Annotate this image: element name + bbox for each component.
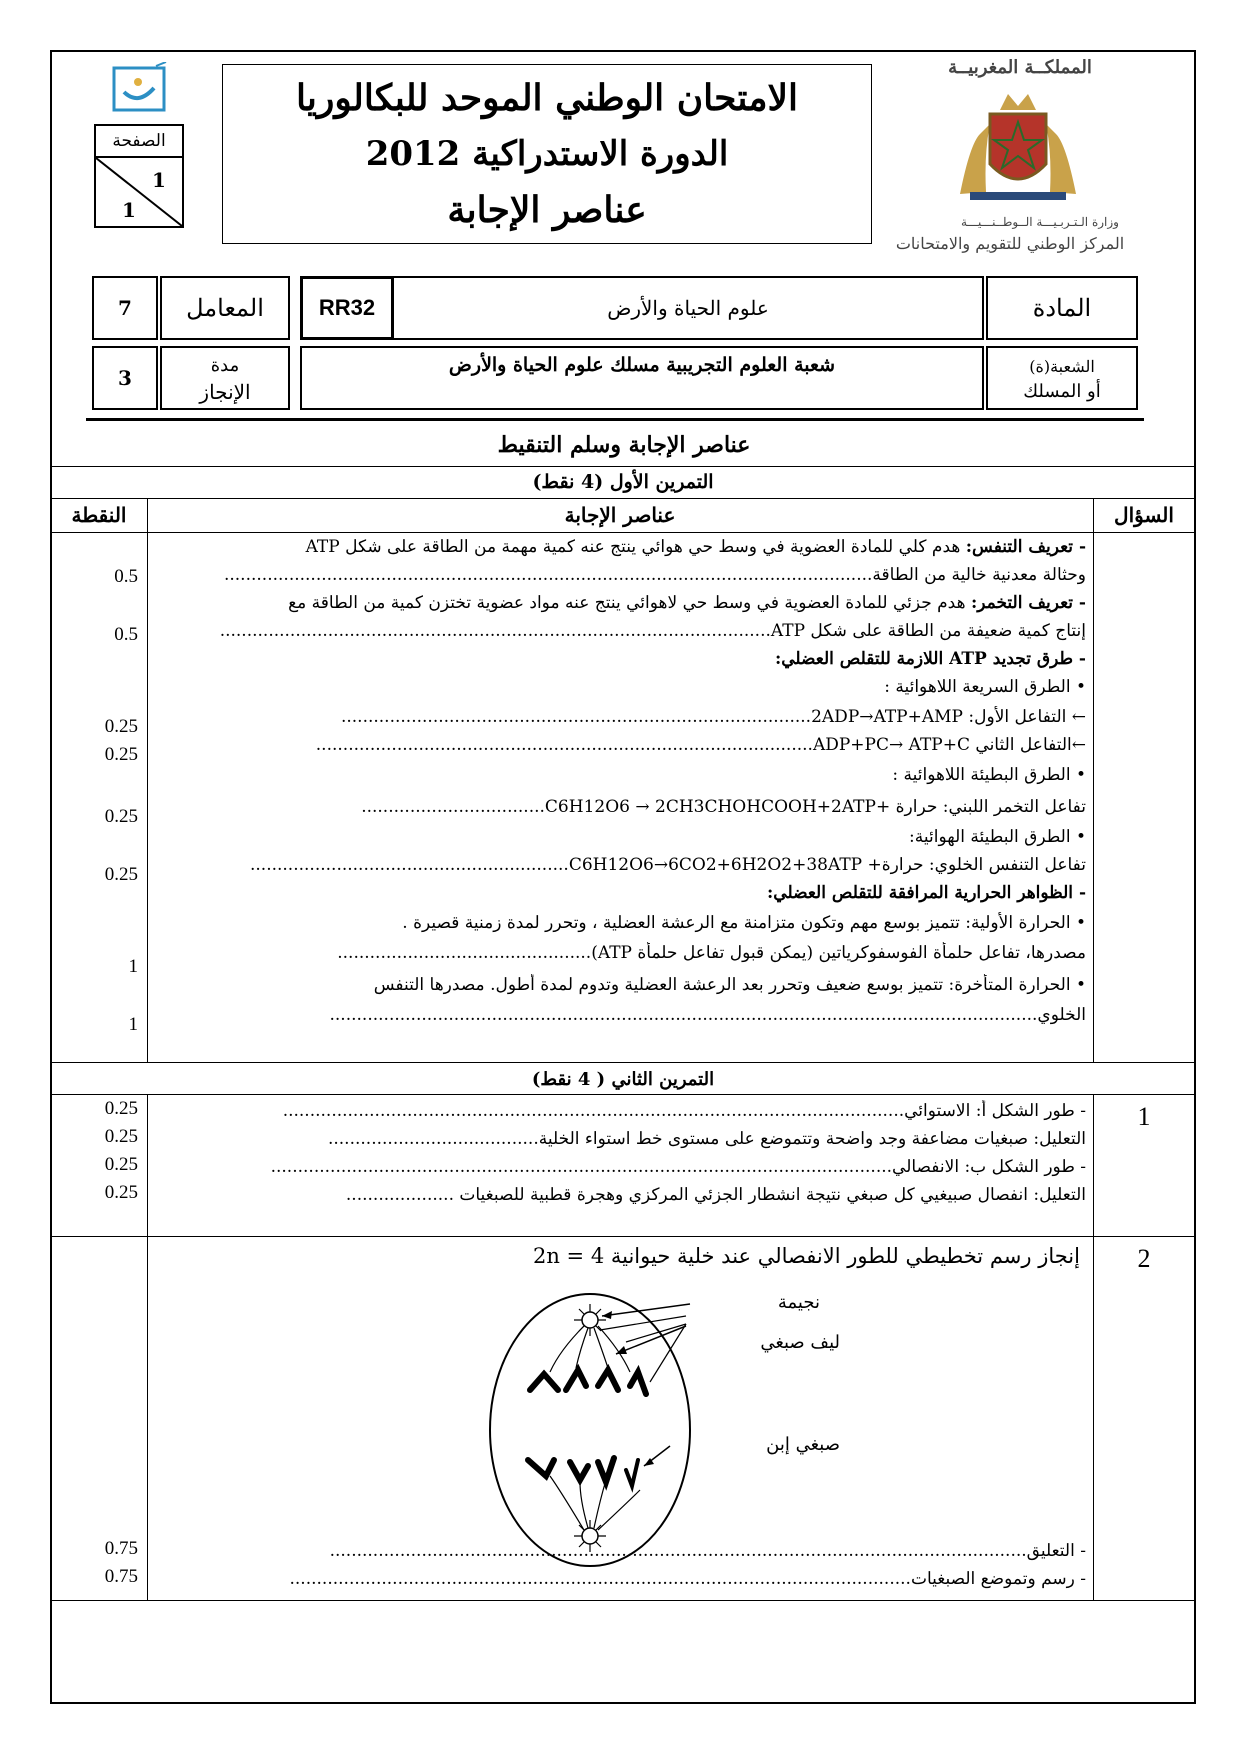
info-divider [86,418,1144,421]
kingdom-label: المملكــة المغربيــة [948,56,1092,78]
ex2-q1-line: التعليل: صبغيات مضاعفة وجد واضحة وتتموضع على مستوى خط استواء الخلية....................................... [327,1129,1086,1149]
ex1-line: - تعريف التنفس: هدم كلي للمادة العضوية في وسط حي هوائي ينتج عنه كمية مهمة من الطاقة على شكل ATP [305,537,1086,557]
subject-label: المادة [986,276,1138,340]
point-value: 0.75 [104,1538,138,1559]
point-value: 0.25 [104,1126,138,1147]
page-current: 1 [152,168,166,192]
ex1-line: • الطرق البطيئة الهوائية: [909,827,1086,847]
page-total: 1 [122,198,136,222]
ex1-line: • الحرارة الأولية: تتميز بوسع مهم وتكون متزامنة مع الرعشة العضلية ، وتحرر لمدة زمنية قصيرة . [402,913,1086,933]
branch-value: شعبة العلوم التجريبية مسلك علوم الحياة والأرض [448,354,836,376]
point-value: 0.5 [114,624,138,645]
point-value: 0.25 [104,864,138,885]
point-value: 0.25 [104,1154,138,1175]
ex1-line: • الطرق البطيئة اللاهوائية : [892,765,1086,785]
ex2-q1-line: - طور الشكل أ: الاستوائي................................................................................................................... [282,1101,1086,1121]
point-value: 0.25 [104,1098,138,1119]
page-label: الصفحة [96,126,182,158]
ex1-answers [152,534,1086,1060]
ex2-q2-answers [152,1538,1086,1598]
ex2-q2-line: - التعليق................................................................................................................................. [329,1541,1086,1561]
ex1-line: تفاعل التنفس الخلوي: حرارة+ C6H12O6→6CO2+6H2O2+38ATP........................................................... [249,855,1086,875]
ex1-line: مصدرها، تفاعل حلمأة الفوسفوكرياتين (يمكن قبول تفاعل حلمأة ATP)............................................... [337,943,1086,963]
ex1-line: ← التفاعل الأول: 2ADP→ATP+AMP....................................................................................... [340,707,1086,727]
branch-label: الشعبة(ة) أو المسلك [986,346,1138,410]
session-title: الدورة الاستدراكية 2012 [365,134,729,174]
subject-code: RR32 [300,276,394,340]
center-logo-icon [110,62,172,114]
ex1-line: - طرق تجديد ATP اللازمة للتقلص العضلي: [774,649,1086,669]
ex1-line: إنتاج كمية ضعيفة من الطاقة على شكل ATP...................................................................................................... [219,621,1086,641]
answers-title: عناصر الإجابة [447,189,647,231]
point-value: 1 [128,956,138,977]
ex2-q1-line: التعليل: انفصال صبيغيي كل صبغي نتيجة انشطار الجزئي المركزي وهجرة قطبية للصبغيات .................... [345,1185,1086,1205]
ex2-title: التمرين الثاني ( 4 نقط) [531,1068,715,1090]
subject-value: علوم الحياة والأرض [392,276,984,340]
ex1-line: - تعريف التخمر: هدم جزئي للمادة العضوية في وسط حي لاهوائي ينتج عنه مواد عضوية تختزن كمية من الطاقة مع [288,593,1086,613]
label-fiber: ليف صبغي [760,1332,840,1353]
branch-value-cell [300,346,984,410]
point-value: 0.25 [104,744,138,765]
ex1-line: ←التفاعل الثاني ADP+PC→ ATP+C............................................................................................ [315,735,1086,755]
royal-emblem-icon [950,84,1086,206]
point-value: 0.75 [104,1566,138,1587]
ex2-q2-title: إنجاز رسم تخطيطي للطور الانفصالي عند خلية حيوانية 2n = 4 [532,1244,1080,1268]
main-title: عناصر الإجابة وسلم التنقيط [497,432,751,458]
title-box [222,64,872,244]
ex1-line: الخلوي................................................................................................................................... [329,1005,1086,1025]
duration-value: 3 [92,346,158,410]
point-value: 0.25 [104,1182,138,1203]
ex1-line: - الظواهر الحرارية المرافقة للتقلص العضلي: [767,883,1086,903]
ex2-q1-number: 1 [1137,1102,1151,1131]
ministry-label: وزارة الـتـربـيـــة الــوطــنـــيـــة [961,215,1119,229]
point-value: 0.25 [104,716,138,737]
coefficient-value: 7 [92,276,158,340]
page-number-box [94,124,184,228]
ex2-q2-line: - رسم وتموضع الصبغيات................................................................................................................... [289,1569,1086,1589]
label-chromatid: صبغي إبن [766,1434,840,1455]
duration-label: مدة الإنجاز [160,346,290,410]
label-centrosome: نجيمة [777,1292,820,1313]
center-label: المركز الوطني للتقويم والامتحانات [895,233,1125,253]
ex1-line: تفاعل التخمر اللبني: حرارة +C6H12O6 → 2CH3CHOHCOOH+2ATP.................................. [361,797,1086,817]
point-value: 1 [128,1014,138,1035]
ex2-q1-answers [152,1096,1086,1234]
ex1-title: التمرين الأول (4 نقط) [532,471,714,493]
ex1-line: • الطرق السريعة اللاهوائية : [884,677,1086,697]
exam-title: الامتحان الوطني الموحد للبكالوريا [295,77,799,119]
ex1-line: • الحرارة المتأخرة: تتميز بوسع ضعيف وتحرر بعد الرعشة العضلية وتدوم لمدة أطول. مصدرها التنفس [373,975,1086,995]
ex2-q2-number: 2 [1137,1244,1151,1273]
col-point-header: النقطة [71,503,127,527]
coefficient-label: المعامل [160,276,290,340]
col-question-header: السؤال [1114,503,1174,527]
point-value: 0.5 [114,566,138,587]
ex2-q1-line: - طور الشكل ب: الانفصالي................................................................................................................... [270,1157,1086,1177]
point-value: 0.25 [104,806,138,827]
ex1-line: وحثالة معدنية خالية من الطاقة........................................................................................................................ [223,565,1086,585]
col-answer-header: عناصر الإجابة [564,503,676,527]
